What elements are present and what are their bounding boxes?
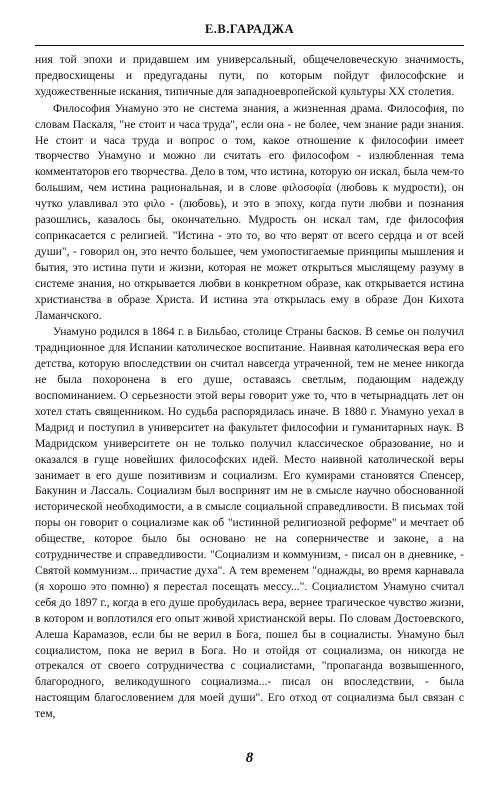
body-text (35, 52, 464, 722)
paragraph-philosophy: Философия Унамуно это не система знания, а жизненная драма. Философия, по словам Паскаля, "не стоит и часа труда", если она - не более, чем знание ради знания. Не стоит и часа труда и вопрос о том, какое отношение к философии имеет творчество Унамуно и можно ли считать его философом - излюбленная тема комментаторов его творчества. Дело в том, что истина, которую он искал, была чем-то большим, чем истина рациональная, и в слове φιλοσοφία (любовь к мудрости), он чутко улавливал это φιλο - (любовь), и это в эпоху, когда пути любви и познания разошлись, казалось бы, окончательно. Мудрость он искал там, где философия соприкасается с религией. "Истина - это то, во что верят от всего сердца и от всей души", - говорил он, это нечто большее, чем умопостигаемые принципы мышления и бытия, это истина пути и жизни, которая не может открыться мыслящему разуму в системе знания, но открывается любви в конкретном образе, как открывается истина христианства в образе Христа. И истина эта открылась ему в образе Дон Кихота Ламанчского. (35, 101, 464, 322)
running-header: Е.В.ГАРАДЖА (204, 22, 295, 36)
page-number: 8 (245, 750, 254, 766)
header-rule (35, 45, 464, 46)
paragraph-biography: Унамуно родился в 1864 г. в Бильбао, столице Страны басков. В семье он получил традиционное для Испании католическое воспитание. Наивная католическая вера его детства, которую впоследствии он считал навсегда утраченной, тем не менее никогда не была похоронена в его душе, оставаясь светлым, подающим надежду воспоминанием. О серьезности этой веры говорит уже то, что в четырнадцать лет он хотел стать священником. Но судьба распорядилась иначе. В 1880 г. Унамуно уехал в Мадрид и поступил в университет на факультет философии и гуманитарных наук. В Мадридском университете он не только получил классическое образование, но и оказался в гуще новейших философских идей. Место наивной католической веры занимает в его душе позитивизм и социализм. Его кумирами становятся Спенсер, Бакунин и Лассаль. Социализм был воспринят им не в смысле научно обоснованной исторической необходимости, а в смысле социальной справедливости. В письмах той поры он говорит о социализме как об "истинной религиозной реформе" и мечтает об обществе, которое было бы основано не на соперничестве и законе, а на сотрудничестве и справедливости. "Социализм и коммунизм, - писал он в дневнике, - Святой коммунизм... причастие духа". А тем временем "однажды, во время карнавала (я хорошо это помню) я перестал посещать мессу...". Социалистом Унамуно считал себя до 1897 г., когда в его душе пробудилась вера, вернее трагическое чувство жизни, в котором и воплотился его опыт живой христианской веры. По словам Достоевского, Алеша Карамазов, если бы не верил в Бога, пошел бы в социалисты. Унамуно был социалистом, пока не верил в Бога. Но и отойдя от социализма, он никогда не отрекался от своего сотрудничества с социалистами, "пропаганда возвышенного, благородного, великодушного социализма...- писал он впоследствии, - была настоящим благословением для моей души". Его отход от социализма был связан с тем, (35, 325, 464, 721)
paragraph-continuation: ния той эпохи и придавшем им универсальный, общечеловеческую значимость, предвосхищены и предугаданы пути, по которым пойдут философские и художественные искания, типичные для западноевропейской культуры XX столетия. (35, 53, 464, 98)
